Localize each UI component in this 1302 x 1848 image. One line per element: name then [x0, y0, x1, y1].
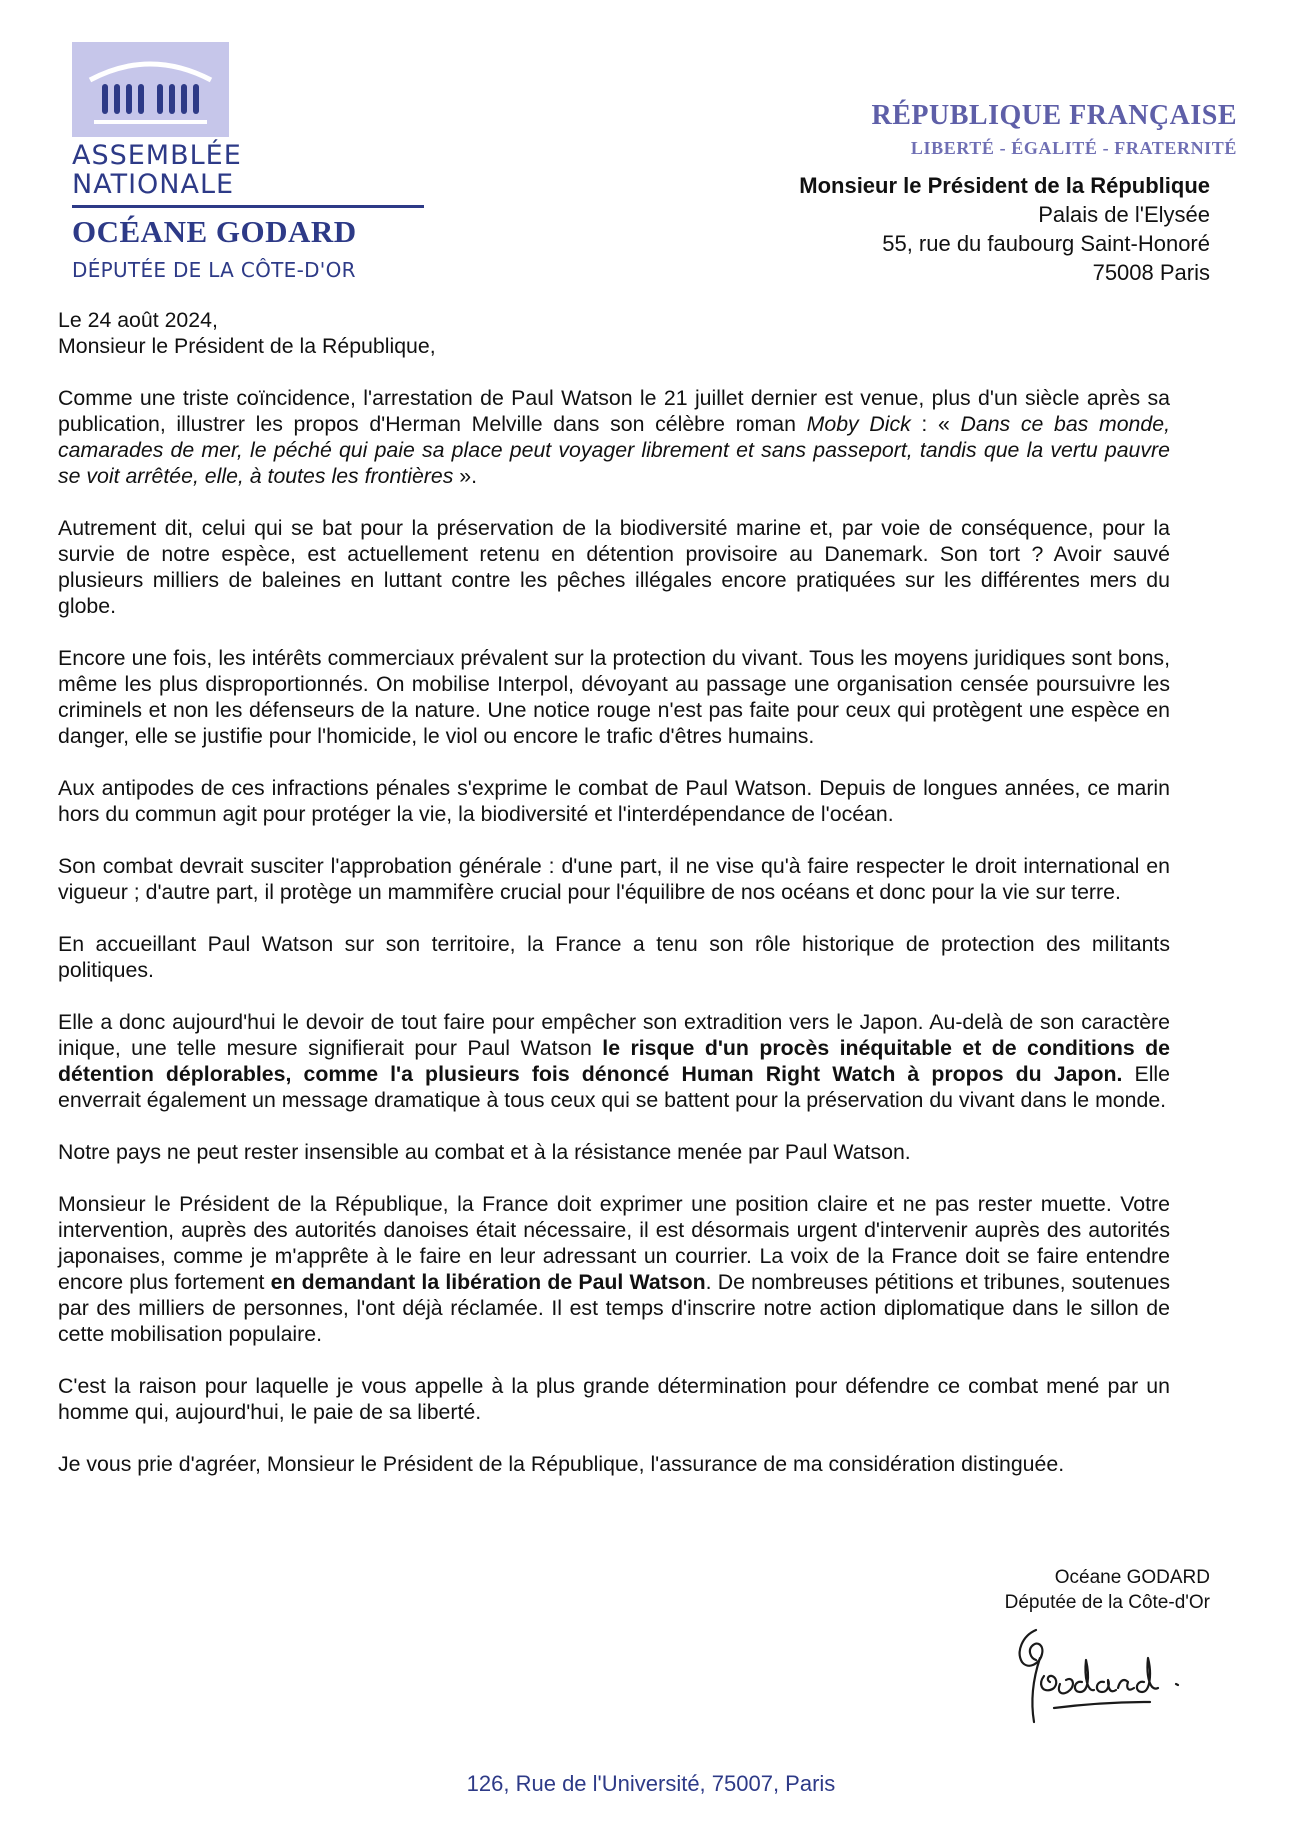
letter-salutation: Monsieur le Président de la République, [58, 334, 436, 358]
recipient-line-1: Palais de l'Elysée [1038, 202, 1210, 227]
p9-text-a: Monsieur le Président de la République, la France doit exprimer une position claire et ne pas rester muette. Votre intervention, auprès des autorités danoises était nécessaire, il est désormais urgent d'intervenir auprès des autorités japonaises, comme je m'apprête à le faire en leur adressant un courrier. La voix de la France doit se faire entendre encore plus fortement [58, 1192, 1170, 1294]
logo-wordmark [72, 140, 242, 200]
handwritten-signature [1000, 1618, 1200, 1728]
p1-text-b: : « [910, 412, 961, 436]
melville-quote: Dans ce bas monde, camarades de mer, le péché qui paie sa place peut voyager librement et sans passeport, tandis que la vertu pauvre se voit arrêtée, elle, à toutes les frontières [58, 412, 1170, 488]
hemicycle-emblem [72, 42, 229, 137]
signatory-name: Océane GODARD [1054, 1567, 1210, 1588]
recipient-line-3: 75008 Paris [1092, 260, 1210, 282]
paragraph-8: Notre pays ne peut rester insensible au combat et à la résistance menée par Paul Watson. [58, 1140, 911, 1164]
republic-motto: LIBERTÉ - ÉGALITÉ - FRATERNITÉ [910, 138, 1237, 158]
p1-text-c: ». [453, 464, 478, 488]
paragraph-11: Je vous prie d'agréer, Monsieur le Président de la République, l'assurance de ma considération distinguée. [58, 1452, 1065, 1476]
p7-text-a: Elle a donc aujourd'hui le devoir de tout faire pour empêcher son extradition vers le Japon. Au-delà de son caractère inique, une telle mesure signifierait pour Paul Watson [58, 1010, 1170, 1060]
paragraph-1 [58, 385, 1170, 489]
signatory-title: Députée de la Côte-d'Or [1004, 1592, 1210, 1613]
assemblee-nationale-logo [72, 42, 250, 199]
paragraph-4: Aux antipodes de ces infractions pénales s'exprime le combat de Paul Watson. Depuis de longues années, ce marin hors du commun agit pour protéger la vie, la biodiversité et l'interdépendance de l'océan. [58, 776, 1170, 826]
logo-line-1: ASSEMBLÉE [72, 140, 242, 171]
footer-address: 126, Rue de l'Université, 75007, Paris [466, 1771, 836, 1796]
paragraph-2: Autrement dit, celui qui se bat pour la préservation de la biodiversité marine et, par voie de conséquence, pour la survie de notre espèce, est actuellement retenu en détention provisoire au Danemark. Son tort ? Avoir sauvé plusieurs milliers de baleines en luttant contre les pêches illégales encore pratiquées sur les différentes mers du globe. [58, 516, 1170, 618]
paragraph-5: Son combat devrait susciter l'approbation générale : d'une part, il ne vise qu'à faire respecter le droit international en vigueur ; d'autre part, il protège un mammifère crucial pour l'équilibre de nos océans et donc pour la vie sur terre. [58, 854, 1170, 904]
paragraph-3: Encore une fois, les intérêts commerciaux prévalent sur la protection du vivant. Tous les moyens juridiques sont bons, même les plus disproportionnés. On mobilise Interpol, dévoyant au passage une organisation censée poursuivre les criminels et non les défenseurs de la nature. Une notice rouge n'est pas faite pour ceux qui protègent une espèce en danger, elle se justifie pour l'homicide, le viol ou encore le trafic d'êtres humains. [58, 646, 1170, 748]
paragraph-9 [58, 1191, 1170, 1347]
p9-emphasis: en demandant la libération de Paul Watson [270, 1270, 706, 1294]
letterhead-divider [72, 205, 424, 208]
paragraph-6: En accueillant Paul Watson sur son territoire, la France a tenu son rôle historique de protection des militants politiques. [58, 932, 1170, 982]
deputy-title: DÉPUTÉE DE LA CÔTE-D'OR [72, 258, 356, 282]
book-title: Moby Dick [806, 412, 911, 436]
paragraph-10: C'est la raison pour laquelle je vous appelle à la plus grande détermination pour défendre ce combat mené par un homme qui, aujourd'hui, le paie de sa liberté. [58, 1374, 1170, 1424]
logo-line-2: NATIONALE [72, 169, 235, 200]
p7-text-b: Elle enverrait également un message dramatique à tous ceux qui se battent pour la préservation du vivant dans le monde. [58, 1062, 1170, 1112]
columns-icon [72, 42, 229, 137]
deputy-name: OCÉANE GODARD [72, 214, 357, 249]
p9-text-b: . De nombreuses pétitions et tribunes, soutenues par des milliers de personnes, l'ont déjà réclamée. Il est temps d'inscrire notre action diplomatique dans le sillon de cette mobilisation populaire. [58, 1270, 1170, 1346]
republic-heading: RÉPUBLIQUE FRANÇAISE [871, 100, 1237, 131]
signature-block [1005, 1565, 1210, 1615]
p1-text-a: Comme une triste coïncidence, l'arrestation de Paul Watson le 21 juillet dernier est venue, plus d'un siècle après sa publication, illustrer les propos d'Herman Melville dans son célèbre roman [58, 386, 1170, 436]
paragraph-7 [58, 1009, 1170, 1113]
recipient-line-2: 55, rue du faubourg Saint-Honoré [882, 231, 1210, 256]
recipient-address [799, 171, 1210, 282]
recipient-name: Monsieur le Président de la République [799, 173, 1210, 198]
letter-body [58, 307, 1170, 1503]
letter-date: Le 24 août 2024, [58, 308, 218, 332]
p7-emphasis: le risque d'un procès inéquitable et de conditions de détention déplorables, comme l'a plusieurs fois dénoncé Human Right Watch à propos du Japon. [58, 1036, 1170, 1086]
